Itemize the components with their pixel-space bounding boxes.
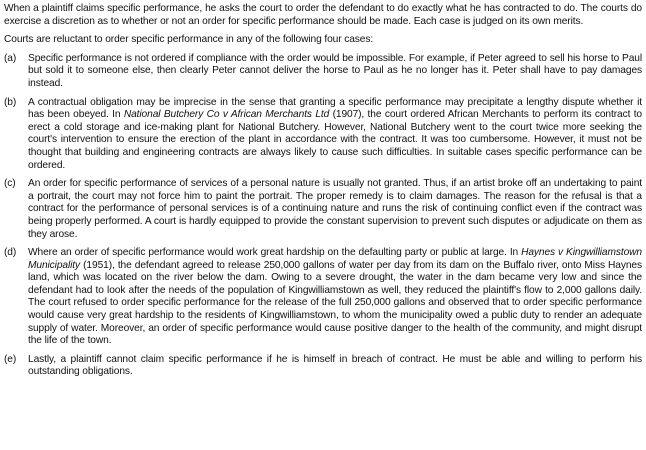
list-item-c: [4, 178, 642, 241]
text-segment: Where an order of specific performance would work great hardship on the defaulting party or public at large. In: [28, 247, 522, 259]
case-citation: National Butchery Co v African Merchants Ltd: [123, 109, 330, 121]
list-item-text: [28, 247, 642, 348]
list-marker: (d): [4, 247, 17, 259]
list-item-text: An order for specific performance of services of a personal nature is usually not granted. Thus, if an artist broke off an undertaking to paint a portrait, the court may not force him to paint the portrait. The proper remedy is to claim damages. The reason for the refusal is that a contract for the performance of personal services is of a continuing nature and runs the risk of continuing conflict even if the contract was being properly performed. A court is hardly equipped to provide the constant supervision to prevent such disputes or adjudicate on them as they arose.: [28, 178, 642, 240]
list-marker: (b): [4, 96, 17, 108]
list-marker: (e): [4, 353, 17, 365]
list-item-b: [4, 97, 642, 173]
text-segment: A contractual obligation may be imprecise in the sense that granting a specific performance may precipitate a lengthy dispute whether it has been obeyed. In: [28, 96, 642, 121]
list-item-e: [4, 354, 642, 379]
list-item-text: Specific performance is not ordered if compliance with the order would be impossible. For example, if Peter agreed to sell his horse to Paul but sold it to someone else, then clearly Peter cannot deliver the horse to Paul as he no longer has it. Peter shall have to pay damages instead.: [28, 52, 642, 89]
list-item-text: Lastly, a plaintiff cannot claim specific performance if he is himself in breach of contract. He must be able and willing to perform his outstanding obligations.: [28, 353, 642, 378]
list-marker: (a): [4, 52, 17, 64]
list-marker: (c): [4, 178, 16, 190]
text-segment: (1907), the court ordered African Merchants to perform its contract to erect a cold storage and ice-making plant for National Butchery. However, National Butchery went to the court twice more seeking the court's intervention to ensure the erection of the plant in accordance with the contract. It was too cumbersome. However, it must not be thought that building and engineering contracts are always likely to cause such difficulties. In suitable cases specific performance can be ordered.: [28, 109, 642, 171]
text-segment: (1951), the defendant agreed to release 250,000 gallons of water per day from its dam on the Buffalo river, onto Miss Haynes land, which was located on the river below the dam. Owing to a severe drought, the water in the dam became very low and since the defendant had to look after the needs of the population of Kingwilliamstown as well, they reduced the plaintiff's flow to 2,000 gallons daily. The court refused to order specific performance for the release of the full 250,000 gallons and observed that to order specific performance would cause very great hardship to the residents of Kingwilliamstown, to whom the municipality owed a public duty to render an adequate supply of water. Moreover, an order of specific performance would cause positive danger to the health of the community, and might disrupt the life of the town.: [28, 259, 642, 347]
intro-paragraph: When a plaintiff claims specific performance, he asks the court to order the defendant to do exactly what he has contracted to do. The courts do exercise a discretion as to whether or not an order for specific performance should be made. Each case is judged on its own merits.: [4, 3, 642, 27]
case-citation: Haynes v Kingwilliamstown Municipality: [28, 247, 642, 271]
lead-paragraph: Courts are reluctant to order specific performance in any of the following four cases:: [4, 34, 374, 46]
list-item-d: [4, 247, 642, 348]
list-item-a: [4, 53, 642, 91]
list-item-text: [28, 97, 642, 173]
cases-list: [4, 53, 642, 379]
